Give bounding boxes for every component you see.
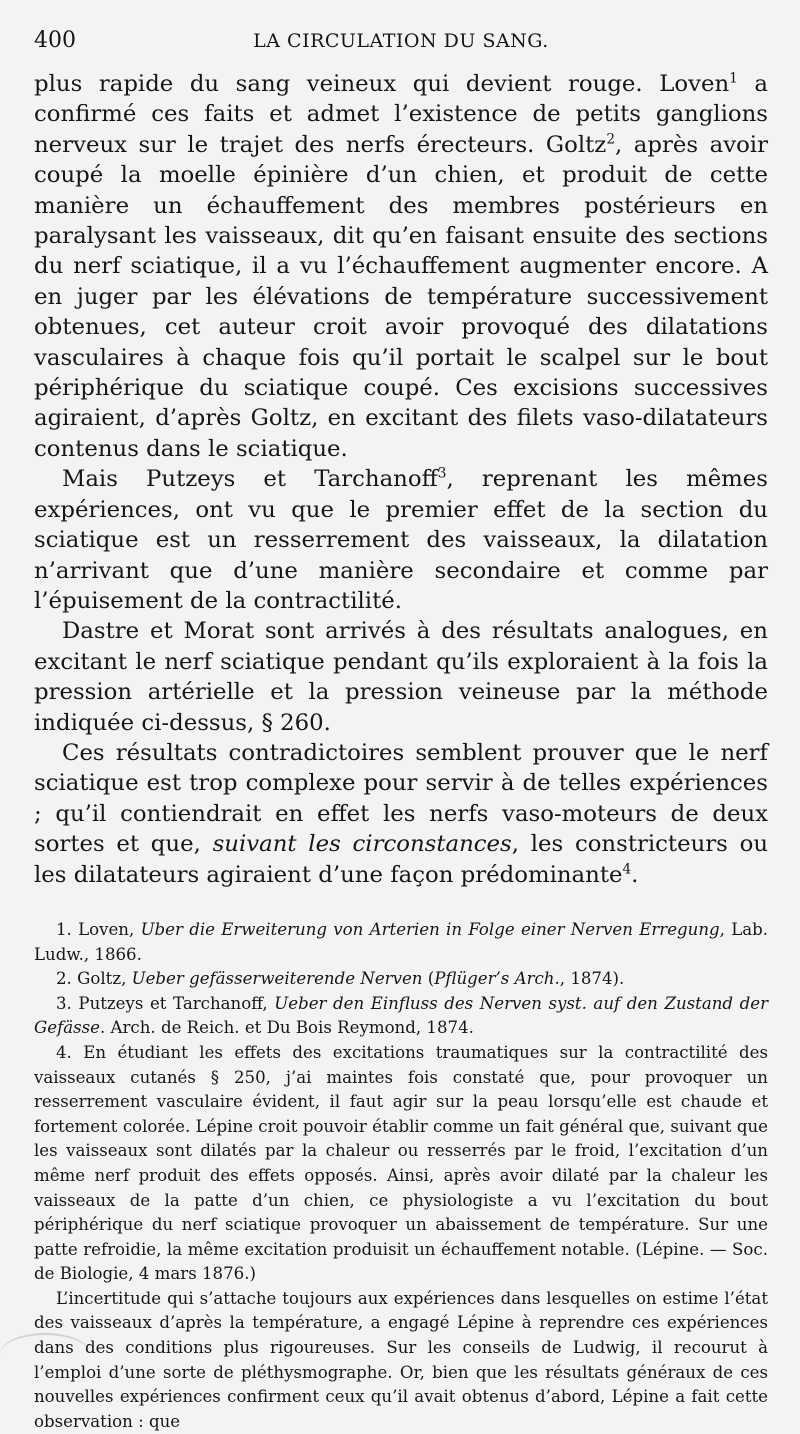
page-header [34,28,768,62]
paragraph-1: plus rapide du sang veineux qui devient rouge. Loven$^1$ a confirmé ces faits et admet l’existence de petits ganglions nerveux sur le trajet des nerfs érecteurs. Goltz$^2$, après avoir coupé la moelle épinière d’un chien, et produit de cette manière un échauffement des membres postérieurs en paralysant les vaisseaux, dit qu’en faisant ensuite des sections du nerf sciatique, il a vu l’échauffement augmenter encore. A en juger par les élévations de température successivement obtenues, cet auteur croit avoir provoqué des dilatations vasculaires à chaque fois qu’il portait le scalpel sur le bout périphérique du sciatique coupé. Ces excisions successives agiraient, d’après Goltz, en excitant des filets vaso-dilatateurs contenus dans le sciatique. [34,70,768,462]
footnote-3: 3. Putzeys et Tarchanoff, Ueber den Einfluss des Nerven syst. auf den Zustand der Gefässe. Arch. de Reich. et Du Bois Reymond, 1874. [34,993,768,1038]
footnotes [34,918,768,1434]
paragraph-3: Dastre et Morat sont arrivés à des résultats analogues, en excitant le nerf sciatique pendant qu’ils exploraient à la fois la pression artérielle et la pression veineuse par la méthode indiquée ci-dessus, § 260. [34,618,768,736]
page-number: 400 [34,28,76,53]
footnote-ref-2: 2 [606,131,616,148]
footnote-1: 1. Loven, Uber die Erweiterung von Arterien in Folge einer Nerven Erregung, Lab. Ludw., 1866. [34,919,769,964]
footnote-2: 2. Goltz, Ueber gefässerweiterende Nerven (Pflüger’s Arch., 1874). [56,969,625,989]
paragraph-4: Ces résultats contradictoires semblent prouver que le nerf sciatique est trop complexe pour servir à de telles expériences ; qu’il contiendrait en effet les nerfs vaso-moteurs de deux sortes et que, suivant les circonstances, les constricteurs ou les dilatateurs agiraient d’une façon prédominante$^4$. [34,739,769,888]
library-stamp-mark [0,1333,90,1375]
main-text [34,69,768,890]
footnote-ref-4: 4 [622,860,632,877]
footnote-4-continued: L’incertitude qui s’attache toujours aux expériences dans lesquelles on estime l’état des vaisseaux d’après la température, a engagé Lépine à reprendre ces expériences dans des conditions plus rigoureuses. Sur les conseils de Ludwig, il recourut à l’emploi d’une sorte de pléthysmographe. Or, bien que les résultats généraux de ces nouvelles expériences confirment ceux qu’il avait obtenus d’abord, Lépine a fait cette observation : que [34,1288,768,1431]
footnote-ref-1: 1 [729,70,738,87]
running-title: LA CIRCULATION DU SANG. [253,30,549,52]
footnote-ref-3: 3 [437,465,447,482]
paragraph-2: Mais Putzeys et Tarchanoff$^3$, reprenant les mêmes expériences, ont vu que le premier effet de la section du sciatique est un resserrement des vaisseaux, la dilatation n’arrivant que d’une manière secondaire et comme par l’épuisement de la contractilité. [34,465,768,614]
footnote-4: 4. En étudiant les effets des excitations traumatiques sur la contractilité des vaisseaux cutanés § 250, j’ai maintes fois constaté que, pour provoquer un resserrement vasculaire évident, il faut agir sur la peau lorsqu’elle est chaude et fortement colorée. Lépine croit pouvoir établir comme un fait général que, suivant que les vaisseaux sont dilatés par la chaleur ou resserrés par le froid, l’excitation d’un même nerf produit des effets opposés. Ainsi, après avoir dilaté par la chaleur les vaisseaux de la patte d’un chien, ce physiologiste a vu l’excitation du bout périphérique du nerf sciatique provoquer un abaissement de température. Sur une patte refroidie, la même excitation produisit un échauffement notable. (Lépine. — Soc. de Biologie, 4 mars 1876.) [34,1042,768,1284]
